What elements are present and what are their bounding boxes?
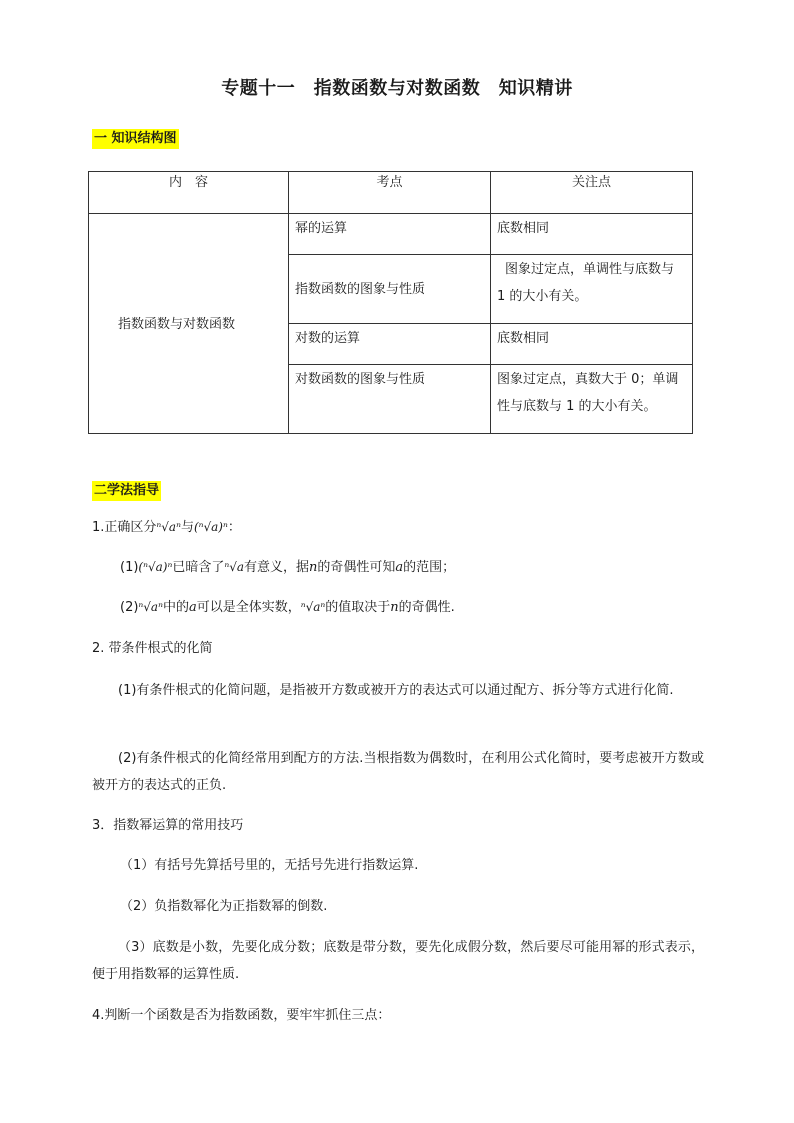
paragraph-item1-sub1	[120, 554, 455, 581]
table-header-guanzhu: 关注点	[491, 172, 693, 214]
text-run: 的值取决于	[325, 600, 391, 615]
table-cell-topic: 指数函数与对数函数	[89, 214, 289, 434]
table-cell-kaodian: 对数的运算	[289, 324, 491, 365]
knowledge-structure-table	[88, 171, 693, 434]
paragraph-item3-heading: 3．指数幂运算的常用技巧	[92, 818, 244, 833]
table-cell-guanzhu	[491, 255, 693, 324]
paragraph-item4-heading: 4.判断一个函数是否为指数函数，要牢牢抓住三点：	[92, 1008, 391, 1023]
paragraph-item1-sub2	[120, 594, 455, 621]
page-title: 专题十一 指数函数与对数函数 知识精讲	[221, 78, 573, 99]
text-run: (2)	[120, 600, 139, 615]
text-run: 中的	[162, 600, 189, 615]
text-run: ：	[227, 520, 241, 535]
table-row	[89, 214, 693, 255]
section-heading-study-guide: 二学法指导	[92, 481, 161, 501]
paragraph-item3-p1: （1）有括号先算括号里的，无括号先进行指数运算.	[120, 858, 419, 873]
paragraph-item1	[92, 514, 241, 541]
table-cell-line: 图象过定点，单调性与底数与	[505, 262, 675, 277]
text-run: 已暗含了	[172, 560, 225, 575]
text-run: 可以是全体实数，	[196, 600, 301, 615]
text-run: 的范围；	[403, 560, 456, 575]
math-expression: (ⁿ√a)ⁿ	[138, 560, 173, 574]
paragraph-item2-p1: (1)有条件根式的化简问题，是指被开方数或被开方的表达式可以通过配方、拆分等方式进行化简.	[118, 683, 674, 698]
table-header-kaodian: 考点	[289, 172, 491, 214]
text-run: 有意义，据	[244, 560, 310, 575]
table-cell-line: 图象过定点，真数大于 0；单调	[497, 372, 679, 387]
table-cell-guanzhu: 底数相同	[491, 324, 693, 365]
text-run: 1.正确区分	[92, 520, 157, 535]
math-variable: n	[309, 560, 318, 575]
math-expression: (ⁿ√a)ⁿ	[193, 520, 228, 534]
table-cell-guanzhu	[491, 365, 693, 434]
math-variable: a	[395, 560, 404, 575]
math-expression: ⁿ√a	[224, 560, 244, 574]
math-expression: ⁿ√aⁿ	[156, 520, 181, 534]
table-cell-line: 性与底数与 1 的大小有关。	[497, 399, 657, 414]
table-cell-kaodian: 对数函数的图象与性质	[289, 365, 491, 434]
paragraph-item3-p3: （3）底数是小数，先要化成分数；底数是带分数，要先化成假分数，然后要尽可能用幂的形式表示，便于用指数幂的运算性质.	[92, 940, 704, 982]
math-expression: ⁿ√aⁿ	[138, 600, 163, 614]
math-variable: n	[390, 600, 399, 615]
text-run: 与	[180, 520, 194, 535]
text-run: (1)	[120, 560, 139, 575]
section-heading-knowledge-structure: 一 知识结构图	[92, 129, 179, 149]
math-expression: ⁿ√aⁿ	[300, 600, 326, 614]
text-run: 的奇偶性可知	[317, 560, 396, 575]
table-cell-kaodian: 指数函数的图象与性质	[289, 255, 491, 324]
math-variable: a	[188, 600, 197, 615]
paragraph-item3-p2: （2）负指数幂化为正指数幂的倒数.	[120, 899, 328, 914]
table-cell-kaodian: 幂的运算	[289, 214, 491, 255]
table-cell-line: 1 的大小有关。	[497, 289, 588, 304]
table-header-row	[89, 172, 693, 214]
paragraph-item2-p2: (2)有条件根式的化简经常用到配方的方法.当根指数为偶数时，在利用公式化简时，要考虑被开方数或被开方的表达式的正负.	[92, 751, 704, 793]
table-cell-guanzhu: 底数相同	[491, 214, 693, 255]
text-run: 的奇偶性.	[398, 600, 455, 615]
table-header-content: 内 容	[89, 172, 289, 214]
paragraph-item2-heading: 2. 带条件根式的化简	[92, 641, 213, 656]
